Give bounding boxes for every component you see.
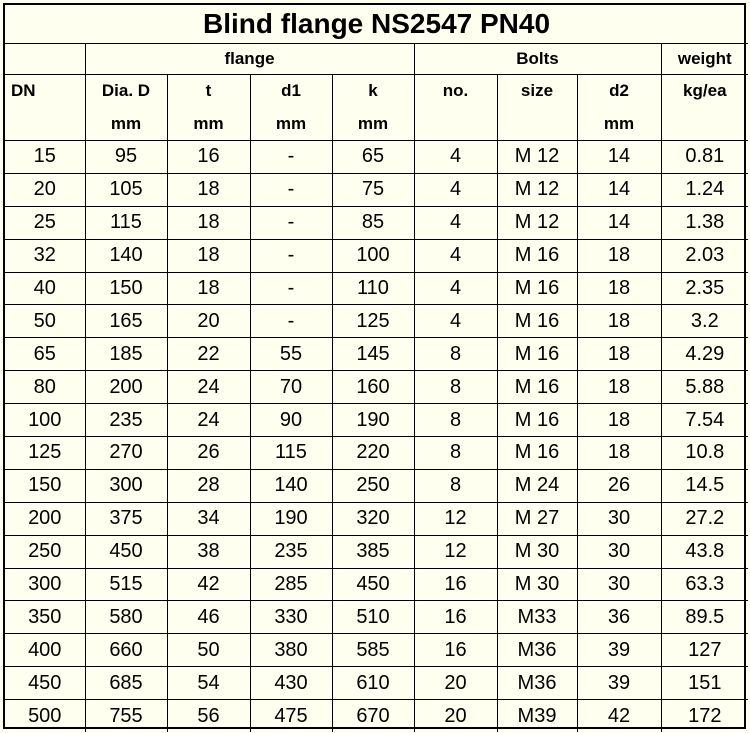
dia-cell: 685 bbox=[85, 667, 167, 700]
dn-cell: 100 bbox=[5, 404, 85, 437]
k-cell: 75 bbox=[332, 173, 414, 206]
dia-cell: 185 bbox=[85, 338, 167, 371]
dn-unit bbox=[5, 107, 85, 141]
bolt-size-cell: M39 bbox=[497, 700, 577, 732]
t-cell: 18 bbox=[167, 206, 250, 239]
t-cell: 34 bbox=[167, 502, 250, 535]
dn-cell: 50 bbox=[5, 305, 85, 338]
dn-cell: 25 bbox=[5, 206, 85, 239]
dn-cell: 32 bbox=[5, 239, 85, 272]
k-cell: 585 bbox=[332, 634, 414, 667]
k-cell: 510 bbox=[332, 601, 414, 634]
t-cell: 56 bbox=[167, 700, 250, 732]
k-cell: 250 bbox=[332, 469, 414, 502]
d2-cell: 18 bbox=[577, 371, 661, 404]
bolt-no-cell: 4 bbox=[414, 173, 497, 206]
dia-cell: 140 bbox=[85, 239, 167, 272]
bolt-size-cell: M 12 bbox=[497, 141, 577, 174]
dia-unit: mm bbox=[85, 107, 167, 141]
flange-table-container bbox=[3, 3, 746, 729]
weight-cell: 10.8 bbox=[661, 437, 748, 470]
t-cell: 20 bbox=[167, 305, 250, 338]
t-cell: 38 bbox=[167, 535, 250, 568]
bolt-size-cell: M 30 bbox=[497, 535, 577, 568]
d1-cell: - bbox=[250, 173, 332, 206]
weight-group-header: weight bbox=[661, 44, 748, 75]
bolt-no-cell: 16 bbox=[414, 634, 497, 667]
page-title: Blind flange NS2547 PN40 bbox=[5, 5, 748, 44]
table-row bbox=[5, 141, 748, 174]
dn-cell: 450 bbox=[5, 667, 85, 700]
t-cell: 42 bbox=[167, 568, 250, 601]
table-row bbox=[5, 338, 748, 371]
dia-cell: 150 bbox=[85, 272, 167, 305]
weight-cell: 14.5 bbox=[661, 469, 748, 502]
dia-cell: 270 bbox=[85, 437, 167, 470]
table-row bbox=[5, 305, 748, 338]
dn-cell: 300 bbox=[5, 568, 85, 601]
k-cell: 85 bbox=[332, 206, 414, 239]
d1-cell: 70 bbox=[250, 371, 332, 404]
d2-cell: 18 bbox=[577, 305, 661, 338]
dia-cell: 755 bbox=[85, 700, 167, 732]
d1-cell: - bbox=[250, 206, 332, 239]
k-cell: 385 bbox=[332, 535, 414, 568]
dia-cell: 200 bbox=[85, 371, 167, 404]
dia-cell: 580 bbox=[85, 601, 167, 634]
t-cell: 18 bbox=[167, 272, 250, 305]
d1-cell: 380 bbox=[250, 634, 332, 667]
bolt-size-cell: M 16 bbox=[497, 371, 577, 404]
unit-header-row bbox=[5, 107, 748, 141]
weight-cell: 27.2 bbox=[661, 502, 748, 535]
table-row bbox=[5, 404, 748, 437]
table-row bbox=[5, 502, 748, 535]
weight-cell: 63.3 bbox=[661, 568, 748, 601]
table-row bbox=[5, 700, 748, 732]
t-cell: 26 bbox=[167, 437, 250, 470]
d2-cell: 36 bbox=[577, 601, 661, 634]
d1-cell: 140 bbox=[250, 469, 332, 502]
bolt-no-cell: 20 bbox=[414, 667, 497, 700]
bolt-no-cell: 4 bbox=[414, 272, 497, 305]
t-cell: 28 bbox=[167, 469, 250, 502]
t-cell: 16 bbox=[167, 141, 250, 174]
table-row bbox=[5, 272, 748, 305]
d1-cell: - bbox=[250, 141, 332, 174]
d2-cell: 18 bbox=[577, 437, 661, 470]
bolt-no-cell: 4 bbox=[414, 206, 497, 239]
k-cell: 450 bbox=[332, 568, 414, 601]
dn-cell: 20 bbox=[5, 173, 85, 206]
blank-header-cell bbox=[5, 44, 85, 75]
t-cell: 22 bbox=[167, 338, 250, 371]
k-cell: 160 bbox=[332, 371, 414, 404]
bolt-no-cell: 16 bbox=[414, 568, 497, 601]
bolt-size-cell: M 16 bbox=[497, 239, 577, 272]
bolt-no-cell: 12 bbox=[414, 535, 497, 568]
bolt-size-cell: M36 bbox=[497, 667, 577, 700]
d2-cell: 26 bbox=[577, 469, 661, 502]
d2-cell: 30 bbox=[577, 568, 661, 601]
t-header: t bbox=[167, 75, 250, 108]
d1-cell: - bbox=[250, 305, 332, 338]
bolt-size-cell: M 30 bbox=[497, 568, 577, 601]
t-cell: 18 bbox=[167, 173, 250, 206]
dia-header: Dia. D bbox=[85, 75, 167, 108]
weight-cell: 2.35 bbox=[661, 272, 748, 305]
table-row bbox=[5, 535, 748, 568]
dia-cell: 165 bbox=[85, 305, 167, 338]
d2-header: d2 bbox=[577, 75, 661, 108]
d2-cell: 30 bbox=[577, 535, 661, 568]
dia-cell: 115 bbox=[85, 206, 167, 239]
size-header: size bbox=[497, 75, 577, 108]
no-unit bbox=[414, 107, 497, 141]
k-cell: 670 bbox=[332, 700, 414, 732]
bolt-size-cell: M 12 bbox=[497, 173, 577, 206]
d1-cell: 475 bbox=[250, 700, 332, 732]
bolt-size-cell: M 16 bbox=[497, 338, 577, 371]
bolt-size-cell: M 16 bbox=[497, 404, 577, 437]
dia-cell: 300 bbox=[85, 469, 167, 502]
d1-cell: 190 bbox=[250, 502, 332, 535]
table-row bbox=[5, 634, 748, 667]
bolt-size-cell: M 12 bbox=[497, 206, 577, 239]
bolt-no-cell: 8 bbox=[414, 338, 497, 371]
k-cell: 125 bbox=[332, 305, 414, 338]
table-row bbox=[5, 371, 748, 404]
d2-cell: 14 bbox=[577, 141, 661, 174]
table-row bbox=[5, 469, 748, 502]
bolt-size-cell: M33 bbox=[497, 601, 577, 634]
group-header-row bbox=[5, 44, 748, 75]
dn-cell: 350 bbox=[5, 601, 85, 634]
d2-cell: 30 bbox=[577, 502, 661, 535]
d1-cell: 285 bbox=[250, 568, 332, 601]
dn-cell: 150 bbox=[5, 469, 85, 502]
weight-cell: 1.24 bbox=[661, 173, 748, 206]
weight-cell: 5.88 bbox=[661, 371, 748, 404]
t-cell: 24 bbox=[167, 404, 250, 437]
k-unit: mm bbox=[332, 107, 414, 141]
t-cell: 18 bbox=[167, 239, 250, 272]
d2-cell: 18 bbox=[577, 404, 661, 437]
dn-cell: 200 bbox=[5, 502, 85, 535]
k-cell: 100 bbox=[332, 239, 414, 272]
weight-cell: 172 bbox=[661, 700, 748, 732]
dn-cell: 65 bbox=[5, 338, 85, 371]
d2-unit: mm bbox=[577, 107, 661, 141]
weight-cell: 151 bbox=[661, 667, 748, 700]
table-row bbox=[5, 437, 748, 470]
table-row bbox=[5, 667, 748, 700]
dia-cell: 660 bbox=[85, 634, 167, 667]
dia-cell: 235 bbox=[85, 404, 167, 437]
bolt-no-cell: 8 bbox=[414, 469, 497, 502]
weight-cell: 3.2 bbox=[661, 305, 748, 338]
d1-cell: 330 bbox=[250, 601, 332, 634]
table-row bbox=[5, 206, 748, 239]
bolt-no-cell: 8 bbox=[414, 404, 497, 437]
bolt-no-cell: 16 bbox=[414, 601, 497, 634]
k-cell: 110 bbox=[332, 272, 414, 305]
k-header: k bbox=[332, 75, 414, 108]
d1-cell: 235 bbox=[250, 535, 332, 568]
kg-header: kg/ea bbox=[661, 75, 748, 108]
d2-cell: 39 bbox=[577, 667, 661, 700]
d1-header: d1 bbox=[250, 75, 332, 108]
bolt-size-cell: M 27 bbox=[497, 502, 577, 535]
k-cell: 65 bbox=[332, 141, 414, 174]
d2-cell: 42 bbox=[577, 700, 661, 732]
table-row bbox=[5, 601, 748, 634]
bolt-size-cell: M 16 bbox=[497, 305, 577, 338]
d2-cell: 39 bbox=[577, 634, 661, 667]
d1-cell: 90 bbox=[250, 404, 332, 437]
column-header-row bbox=[5, 75, 748, 108]
d2-cell: 18 bbox=[577, 338, 661, 371]
dn-header: DN bbox=[5, 75, 85, 108]
d1-cell: 115 bbox=[250, 437, 332, 470]
dn-cell: 15 bbox=[5, 141, 85, 174]
d2-cell: 18 bbox=[577, 239, 661, 272]
dia-cell: 375 bbox=[85, 502, 167, 535]
t-cell: 24 bbox=[167, 371, 250, 404]
table-row bbox=[5, 239, 748, 272]
t-cell: 46 bbox=[167, 601, 250, 634]
d1-unit: mm bbox=[250, 107, 332, 141]
bolt-no-cell: 4 bbox=[414, 141, 497, 174]
weight-cell: 0.81 bbox=[661, 141, 748, 174]
bolt-no-cell: 4 bbox=[414, 239, 497, 272]
dia-cell: 450 bbox=[85, 535, 167, 568]
bolt-no-cell: 4 bbox=[414, 305, 497, 338]
k-cell: 320 bbox=[332, 502, 414, 535]
k-cell: 145 bbox=[332, 338, 414, 371]
bolt-size-cell: M36 bbox=[497, 634, 577, 667]
dn-cell: 250 bbox=[5, 535, 85, 568]
d2-cell: 14 bbox=[577, 206, 661, 239]
title-row bbox=[5, 5, 748, 44]
d1-cell: - bbox=[250, 272, 332, 305]
bolt-size-cell: M 16 bbox=[497, 272, 577, 305]
bolt-no-cell: 12 bbox=[414, 502, 497, 535]
weight-cell: 1.38 bbox=[661, 206, 748, 239]
bolts-group-header: Bolts bbox=[414, 44, 661, 75]
d1-cell: 430 bbox=[250, 667, 332, 700]
table-row bbox=[5, 568, 748, 601]
kg-unit bbox=[661, 107, 748, 141]
t-cell: 50 bbox=[167, 634, 250, 667]
flange-group-header: flange bbox=[85, 44, 414, 75]
bolt-no-cell: 20 bbox=[414, 700, 497, 732]
weight-cell: 127 bbox=[661, 634, 748, 667]
dn-cell: 40 bbox=[5, 272, 85, 305]
dn-cell: 80 bbox=[5, 371, 85, 404]
d1-cell: - bbox=[250, 239, 332, 272]
k-cell: 190 bbox=[332, 404, 414, 437]
t-cell: 54 bbox=[167, 667, 250, 700]
size-unit bbox=[497, 107, 577, 141]
t-unit: mm bbox=[167, 107, 250, 141]
dia-cell: 515 bbox=[85, 568, 167, 601]
d2-cell: 14 bbox=[577, 173, 661, 206]
flange-table bbox=[5, 5, 748, 732]
weight-cell: 89.5 bbox=[661, 601, 748, 634]
dia-cell: 105 bbox=[85, 173, 167, 206]
weight-cell: 2.03 bbox=[661, 239, 748, 272]
d1-cell: 55 bbox=[250, 338, 332, 371]
bolt-no-cell: 8 bbox=[414, 437, 497, 470]
table-row bbox=[5, 173, 748, 206]
dn-cell: 500 bbox=[5, 700, 85, 732]
weight-cell: 4.29 bbox=[661, 338, 748, 371]
dn-cell: 400 bbox=[5, 634, 85, 667]
bolt-no-cell: 8 bbox=[414, 371, 497, 404]
dia-cell: 95 bbox=[85, 141, 167, 174]
d2-cell: 18 bbox=[577, 272, 661, 305]
k-cell: 220 bbox=[332, 437, 414, 470]
dn-cell: 125 bbox=[5, 437, 85, 470]
no-header: no. bbox=[414, 75, 497, 108]
bolt-size-cell: M 24 bbox=[497, 469, 577, 502]
weight-cell: 43.8 bbox=[661, 535, 748, 568]
k-cell: 610 bbox=[332, 667, 414, 700]
bolt-size-cell: M 16 bbox=[497, 437, 577, 470]
weight-cell: 7.54 bbox=[661, 404, 748, 437]
